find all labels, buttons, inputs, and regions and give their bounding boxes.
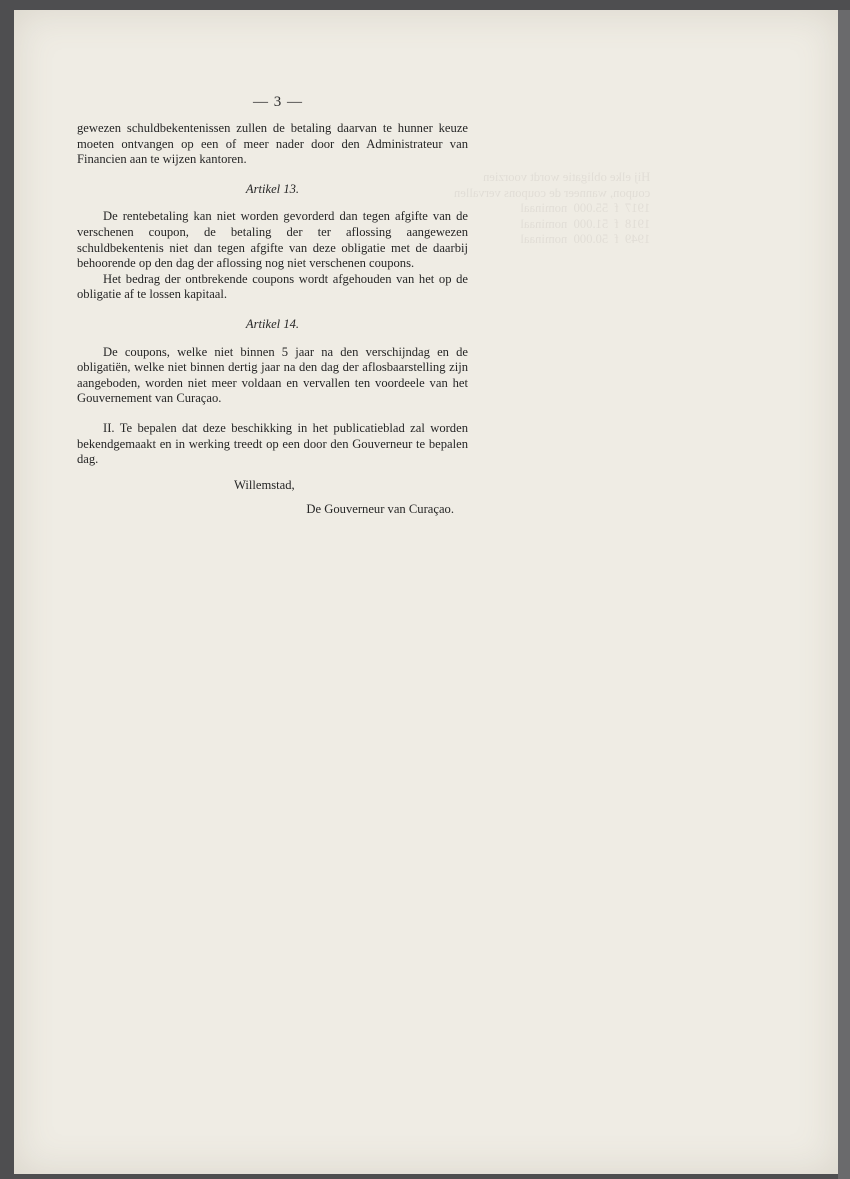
paragraph-rentebetaling: De rentebetaling kan niet worden gevorderd dan tegen afgifte van de verschenen coupon, de betaling der ter aflossing aangewezen schuldbekentenis niet dan tegen afgifte van deze obligatie met de daarbij behoorende op den dag der aflossing nog niet verschenen coupons. bbox=[77, 209, 468, 271]
paragraph-coupons: De coupons, welke niet binnen 5 jaar na den verschijndag en de obligatiën, welke niet binnen dertig jaar na den dag der aflosbaarstelling zijn aangeboden, worden niet meer voldaan en vervallen ten voordeele van het Gouvernement van Curaçao. bbox=[77, 344, 468, 406]
signature-line: De Gouverneur van Curaçao. bbox=[306, 502, 454, 517]
place-line: Willemstad, bbox=[234, 477, 295, 492]
spacer bbox=[77, 407, 468, 421]
document-body bbox=[77, 121, 468, 518]
paragraph-publicatie: II. Te bepalen dat deze beschikking in het publicatieblad zal worden bekendgemaakt en in werking treedt op een door den Gouverneur te bepalen dag. bbox=[77, 420, 468, 467]
scan-edge bbox=[838, 10, 850, 1179]
article-13-heading: Artikel 13. bbox=[245, 181, 300, 196]
page-number: — 3 — bbox=[253, 94, 303, 110]
paragraph-intro: gewezen schuldbekentenissen zullen de betaling daarvan te hunner keuze moeten ontvangen op een of meer nader door den Administrateur van Financien aan te wijzen kantoren. bbox=[77, 121, 468, 167]
article-14-heading: Artikel 14. bbox=[245, 316, 300, 331]
paragraph-ontbrekende-coupons: Het bedrag der ontbrekende coupons wordt afgehouden van het op de obligatie af te lossen kapitaal. bbox=[77, 271, 468, 302]
bleed-through-text: Hij elke obligatie wordt voorzien coupon, wanneer de coupons vervallen 1917 f 55.000 nominaal 1918 f 51.000 nominaal 1949 f 50.000 nominaal bbox=[454, 170, 651, 247]
